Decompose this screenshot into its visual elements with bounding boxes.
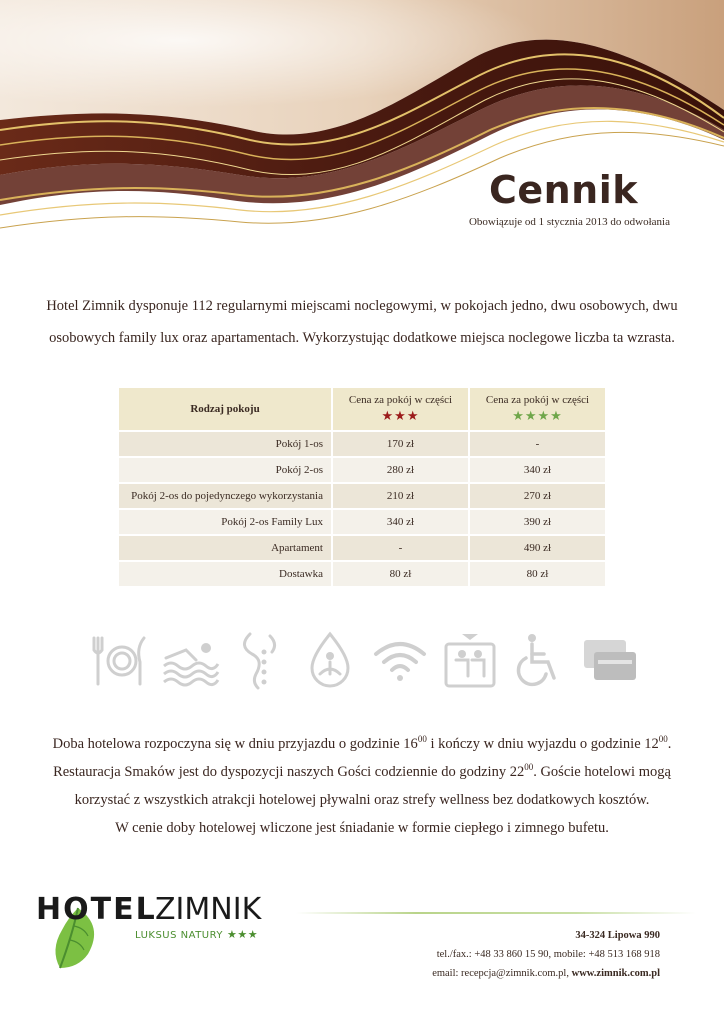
intro-line-2: osobowych family lux oraz apartamentach. Wykorzystując dodatkowe miejsca noclegowe liczba ta wzrasta. [49,330,675,346]
table-row [119,536,605,560]
checkout-text: i kończy w dniu wyjazdu o godzinie 12 [426,736,659,752]
price-three-star: 80 zł [333,562,468,586]
room-name: Pokój 2-os [119,458,331,482]
checkin-minutes: 00 [417,734,427,744]
page-subtitle: Obowiązuje od 1 stycznia 2013 do odwołania [468,216,670,228]
price-four-star: 80 zł [470,562,605,586]
header-price-four-star [470,388,605,430]
star-icon: ★★★ [227,928,259,941]
four-star-icon: ★★★★ [512,408,563,423]
room-name: Pokój 2-os do pojedynczego wykorzystania [119,484,331,508]
price-three-star: 340 zł [333,510,468,534]
table-row [119,484,605,508]
spa-icon [300,630,360,690]
swimming-pool-icon [160,630,220,690]
amenity-icons [90,628,640,692]
checkout-period: . [667,736,672,752]
restaurant-line [20,758,704,786]
logo-tagline [135,928,258,941]
restaurant-text-end: . Goście hotelowi mogą [533,764,671,780]
logo-hotel-text: HOTEL [36,892,157,927]
payment-cards-icon [580,630,640,690]
price-three-star: 170 zł [333,432,468,456]
restaurant-minutes: 00 [524,762,534,772]
room-name: Dostawka [119,562,331,586]
wheelchair-icon [510,630,570,690]
contact-website-link[interactable]: www.zimnik.com.pl [571,968,660,979]
price-table-header [119,388,605,430]
price-four-star: 390 zł [470,510,605,534]
family-elevator-icon [440,630,500,690]
room-name: Pokój 2-os Family Lux [119,510,331,534]
restaurant-icon [90,630,150,690]
header-price-label: Cena za pokój w części [348,394,453,406]
table-row [119,432,605,456]
table-row [119,562,605,586]
price-table [117,386,607,588]
header-price-three-star [333,388,468,430]
table-row [119,510,605,534]
room-name: Apartament [119,536,331,560]
intro-line-1: Hotel Zimnik dysponuje 112 regularnymi miejscami noclegowymi, w pokojach jedno, dwu osobowych, dwu [46,298,678,314]
title-block [468,168,670,228]
checkin-text: Doba hotelowa rozpoczyna się w dniu przyjazdu o godzinie 16 [52,736,418,752]
contact-phone: tel./fax.: +48 33 860 15 90, mobile: +48 513 168 918 [436,949,660,960]
logo-zimnik-text: ZIMNIK [155,892,262,927]
table-row [119,458,605,482]
massage-icon [230,630,290,690]
intro-paragraph [30,290,694,354]
hotel-logo [32,892,292,972]
price-four-star: 490 zł [470,536,605,560]
price-four-star: - [470,432,605,456]
page-title: Cennik [488,168,638,212]
breakfast-line: W cenie doby hotelowej wliczone jest śniadanie w formie ciepłego i zimnego bufetu. [115,820,609,836]
price-four-star: 340 zł [470,458,605,482]
contact-address: 34-324 Lipowa 990 [575,930,660,941]
wellness-line: korzystać z wszystkich atrakcji hotelowej pływalni oraz strefy wellness bez dodatkowych kosztów. [74,792,650,808]
checkout-minutes: 00 [658,734,668,744]
contact-email-line [432,964,660,983]
restaurant-text: Restauracja Smaków jest do dyspozycji naszych Gości codziennie do godziny 22 [53,764,525,780]
header-price-label: Cena za pokój w części [485,394,590,406]
info-paragraph [20,730,704,842]
contact-email[interactable]: email: recepcja@zimnik.com.pl, [432,968,572,979]
price-three-star: 280 zł [333,458,468,482]
price-three-star: - [333,536,468,560]
header-room-type: Rodzaj pokoju [119,388,331,430]
checkin-line [20,730,704,758]
price-three-star: 210 zł [333,484,468,508]
price-four-star: 270 zł [470,484,605,508]
wifi-icon [370,630,430,690]
footer-divider [296,912,696,914]
room-name: Pokój 1-os [119,432,331,456]
contact-block [432,926,660,983]
logo-tagline-text: LUKSUS NATURY [135,930,224,941]
three-star-icon: ★★★ [381,408,420,423]
